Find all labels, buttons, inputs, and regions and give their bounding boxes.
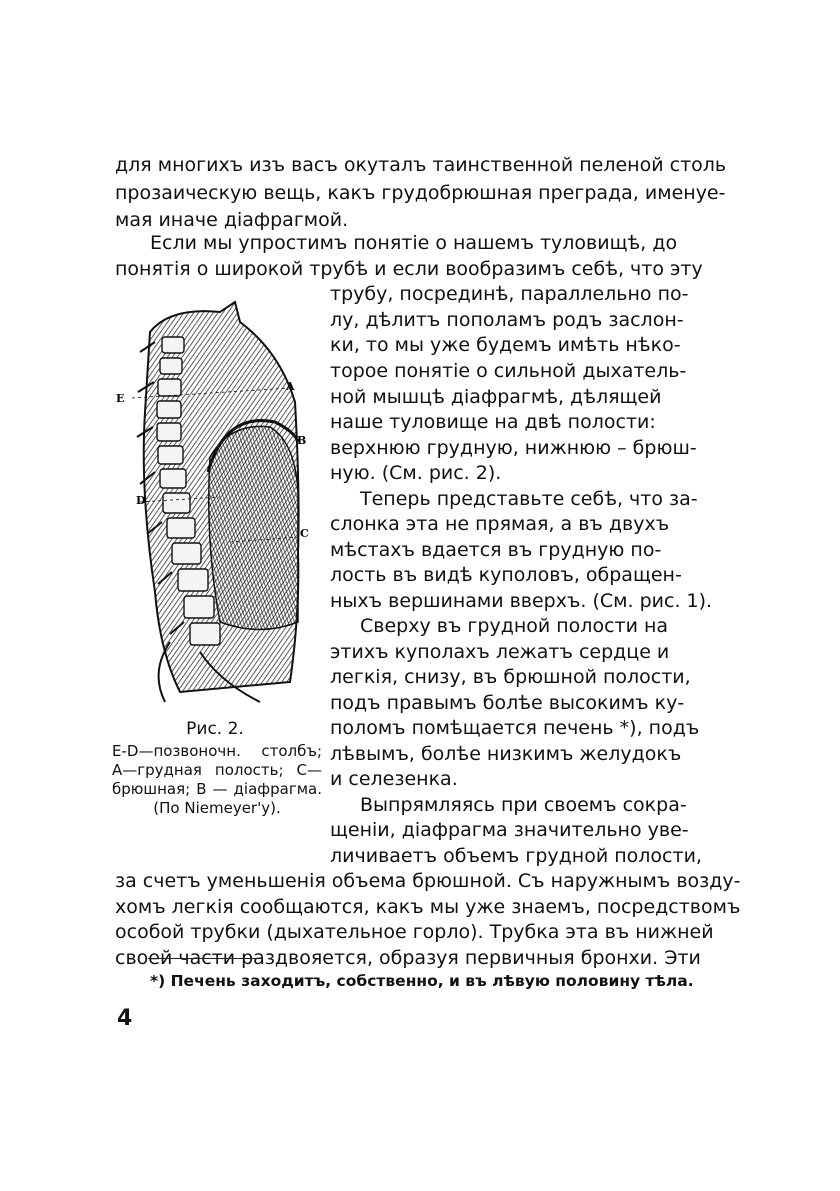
text-line: Если мы упростимъ понятіе о нашемъ туловищѣ, до: [150, 232, 678, 254]
text-line: щеніи, діафрагма значительно уве-: [330, 819, 689, 841]
text-line: поломъ помѣщается печень *), подъ: [330, 717, 700, 739]
text-line: своей части раздвояется, образуя первичныя бронхи. Эти: [115, 947, 701, 969]
text-line: этихъ куполахъ лежатъ сердце и: [330, 641, 670, 663]
text-line: прозаическую вещь, какъ грудобрюшная преграда, именуе-: [115, 182, 726, 204]
text-line: Сверху въ грудной полости на: [360, 615, 669, 637]
figure-caption-line: брюшная; B — діафрагма.: [112, 780, 322, 798]
text-line: верхнюю грудную, нижнюю – брюш-: [330, 437, 697, 459]
text-line: Теперь представьте себѣ, что за-: [360, 488, 698, 510]
page-number: 4: [117, 1006, 133, 1031]
text-line: трубу, посрединѣ, параллельно по-: [330, 283, 689, 305]
text-line: ки, то мы уже будемъ имѣть нѣко-: [330, 334, 681, 356]
text-line: ной мышцѣ діафрагмѣ, дѣлящей: [330, 386, 662, 408]
text-line: мая иначе діафрагмой.: [115, 209, 349, 231]
label-c: C: [300, 527, 309, 540]
label-d: D: [136, 494, 146, 507]
label-a: A: [286, 380, 295, 393]
text-line: мѣстахъ вдается въ грудную по-: [330, 539, 662, 561]
text-line: для многихъ изъ васъ окуталъ таинственной пеленой столь: [115, 154, 727, 176]
text-line: торое понятіе о сильной дыхатель-: [330, 360, 687, 382]
text-line: понятія о широкой трубѣ и если вообразимъ себѣ, что эту: [115, 258, 703, 280]
text-line: лость въ видѣ куполовъ, обращен-: [330, 564, 682, 586]
text-line: ную. (См. рис. 2).: [330, 462, 502, 484]
text-line: ныхъ вершинами вверхъ. (См. рис. 1).: [330, 590, 713, 612]
text-line: за счетъ уменьшенія объема брюшной. Съ наружнымъ возду-: [115, 870, 741, 892]
text-line: и селезенка.: [330, 768, 458, 790]
figure-title: Рис. 2.: [186, 719, 244, 739]
text-line: легкія, снизу, въ брюшной полости,: [330, 666, 691, 688]
figure-caption-line: A—грудная полость; C—: [112, 761, 322, 779]
text-line: наше туловище на двѣ полости:: [330, 411, 656, 433]
figure-caption-line: (По Niemeyer'у).: [153, 799, 281, 817]
text-line: личиваетъ объемъ грудной полости,: [330, 845, 702, 867]
label-e: E: [116, 392, 125, 405]
text-line: подъ правымъ болѣе высокимъ ку-: [330, 692, 685, 714]
text-line: лу, дѣлитъ пополамъ родъ заслон-: [330, 309, 684, 331]
figure-caption-line: E-D—позвоночн. столбъ;: [112, 742, 322, 760]
text-line: особой трубки (дыхательное горло). Трубка эта въ нижней: [115, 921, 714, 943]
label-b: B: [297, 434, 307, 447]
text-line: лѣвымъ, болѣе низкимъ желудокъ: [330, 743, 682, 765]
text-line: хомъ легкія сообщаются, какъ мы уже знаемъ, посредствомъ: [115, 896, 741, 918]
footnote: *) Печень заходитъ, собственно, и въ лѣвую половину тѣла.: [150, 972, 694, 990]
spine-diaphragm-illustration: [110, 292, 325, 710]
text-line: Выпрямляясь при своемъ сокра-: [360, 794, 687, 816]
text-line: слонка эта не прямая, а въ двухъ: [330, 513, 670, 535]
footnote-divider: [148, 958, 263, 959]
